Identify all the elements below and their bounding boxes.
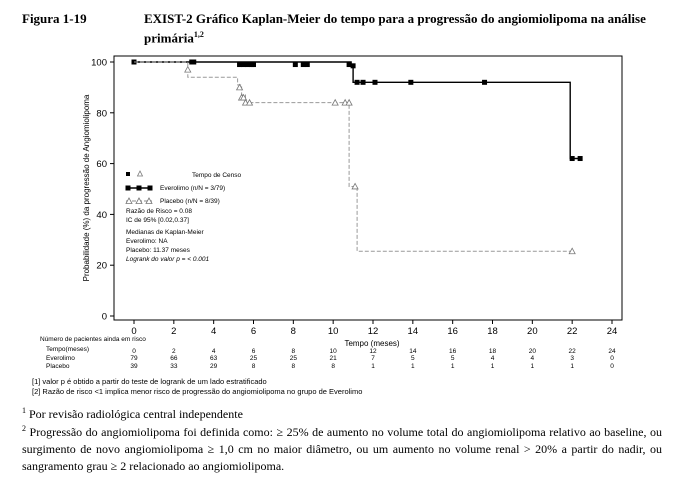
x-tick-label: 16 — [447, 326, 458, 337]
chart-note-2: [2] Razão de risco <1 implica menor risco de progressão do angiomiolipoma no grupo de Everolimo — [32, 387, 363, 396]
footnote-2-text: Progressão do angiomiolipoma foi definida como: ≥ 25% de aumento no volume total do angiomiolipoma relativo ao baseline, ou surgimento de novo angiomiolipoma ≥ 1,0 cm no maior diâmetro, ou um aumento no volume renal > 20% a partir do nadir, ou sangramento grau ≥ 2 relacionado ao angiomiolipoma. — [22, 425, 663, 473]
risk-cell: 1 — [411, 363, 415, 370]
annotation-2: IC de 95% [0.02,0.37] — [126, 217, 189, 224]
risk-cell: 3 — [570, 355, 574, 362]
risk-table — [40, 336, 616, 370]
x-tick-label: 10 — [327, 326, 339, 337]
everolimo-censor-mark — [408, 80, 413, 85]
x-tick-label: 22 — [566, 326, 578, 337]
risk-time-value: 0 — [132, 348, 136, 355]
risk-time-value: 14 — [409, 348, 417, 355]
risk-time-value: 24 — [608, 348, 616, 355]
x-tick-label: 4 — [211, 326, 217, 337]
risk-cell: 4 — [530, 355, 535, 362]
risk-cell: 63 — [210, 355, 218, 362]
risk-cell: 5 — [450, 355, 455, 362]
y-tick-label: 0 — [101, 311, 107, 323]
risk-row-label: Everolimo — [46, 355, 75, 362]
x-tick-label: 18 — [487, 326, 498, 337]
y-tick-label: 100 — [91, 57, 107, 69]
everolimo-censor-mark — [355, 80, 360, 85]
chart-legend — [126, 171, 242, 205]
risk-cell: 25 — [249, 355, 258, 362]
risk-cell: 1 — [490, 363, 495, 370]
annotation-6: Logrank do valor p = < 0.001 — [126, 256, 210, 263]
x-tick-label: 6 — [250, 326, 257, 337]
legend-everolimo-marker — [126, 186, 131, 191]
x-axis-title: Tempo (meses) — [344, 339, 400, 348]
figure-label: Figura 1-19 — [22, 11, 87, 26]
placebo-curve — [134, 62, 572, 251]
footnote-1-text: Por revisão radiológica central independente — [29, 407, 243, 421]
x-tick-label: 12 — [367, 326, 379, 337]
x-tick-label: 14 — [407, 326, 419, 337]
risk-time-value: 22 — [568, 348, 576, 355]
legend-censor-label: Tempo de Censo — [192, 172, 242, 179]
annotation-3: Medianas de Kaplan-Meier — [126, 229, 204, 236]
y-tick-label: 60 — [96, 159, 107, 171]
risk-cell: 5 — [411, 355, 415, 362]
legend-censor-triangle — [138, 171, 143, 176]
legend-placebo-label: Placebo (n/N = 8/39) — [160, 198, 220, 205]
chart-note-1: [1] valor p é obtido a partir do teste de logrank de um lado estratificado — [32, 377, 267, 386]
risk-cell: 66 — [170, 355, 178, 362]
chart-series — [132, 60, 583, 254]
risk-time-value: 2 — [172, 348, 176, 355]
everolimo-censor-mark — [351, 63, 356, 68]
x-tick-label: 20 — [527, 326, 538, 337]
x-tick-label: 24 — [606, 326, 618, 337]
everolimo-censor-mark — [305, 62, 310, 67]
risk-time-value: 12 — [369, 348, 377, 355]
everolimo-censor-mark — [251, 62, 256, 67]
legend-everolimo-label: Everolimo (n/N = 3/79) — [160, 185, 226, 192]
risk-cell: 29 — [210, 363, 218, 370]
annotation-5: Placebo: 11.37 meses — [126, 247, 190, 254]
everolimo-censor-mark — [578, 156, 583, 161]
risk-cell: 39 — [130, 363, 138, 370]
risk-table-title: Número de pacientes ainda em risco — [40, 336, 146, 343]
legend-everolimo-marker — [137, 186, 142, 191]
risk-cell: 8 — [291, 363, 296, 370]
risk-time-value: 18 — [488, 348, 497, 355]
risk-cell: 0 — [610, 355, 614, 362]
risk-cell: 8 — [251, 363, 256, 370]
risk-cell: 21 — [329, 355, 337, 362]
risk-cell: 7 — [371, 355, 375, 362]
risk-time-value: 16 — [449, 348, 457, 355]
chart-annotations — [126, 208, 210, 263]
everolimo-censor-mark — [293, 62, 298, 67]
risk-time-value: 10 — [329, 348, 337, 355]
risk-cell: 79 — [130, 355, 138, 362]
risk-cell: 1 — [570, 363, 574, 370]
risk-time-label: Tempo(meses) — [46, 346, 89, 353]
y-axis-title: Probabilidade (%) da progressão de Angiomiolipoma — [82, 94, 91, 282]
risk-cell: 4 — [490, 355, 495, 362]
legend-everolimo-marker — [148, 186, 153, 191]
risk-time-value: 8 — [291, 348, 296, 355]
risk-cell: 25 — [289, 355, 297, 362]
everolimo-censor-mark — [361, 80, 366, 85]
risk-cell: 1 — [450, 363, 455, 370]
figure-title-sup: 1,2 — [193, 30, 204, 39]
x-tick-label: 2 — [171, 326, 177, 337]
y-tick-label: 80 — [96, 108, 107, 120]
y-tick-label: 20 — [96, 260, 107, 272]
risk-time-value: 20 — [528, 348, 536, 355]
everolimo-censor-mark — [482, 80, 487, 85]
annotation-4: Everolimo: NA — [126, 238, 168, 245]
x-tick-label: 8 — [290, 326, 296, 337]
risk-cell: 33 — [170, 363, 178, 370]
x-tick-label: 0 — [131, 326, 137, 337]
risk-cell: 1 — [530, 363, 535, 370]
footnote-1-number: 1 — [22, 406, 26, 415]
risk-cell: 1 — [371, 363, 375, 370]
everolimo-censor-mark — [570, 156, 575, 161]
everolimo-censor-mark — [372, 80, 377, 85]
risk-cell: 8 — [331, 363, 335, 370]
risk-time-value: 4 — [211, 348, 216, 355]
figure-title-text: EXIST-2 Gráfico Kaplan-Meier do tempo para a progressão do angiomiolipoma na análise primária — [144, 11, 646, 46]
risk-cell: 0 — [610, 363, 614, 370]
everolimo-curve — [134, 62, 582, 159]
annotation-1: Razão de Risco = 0.08 — [126, 208, 192, 215]
footnote-2-number: 2 — [22, 424, 26, 433]
y-tick-label: 40 — [96, 209, 107, 221]
risk-row-label: Placebo — [46, 363, 70, 370]
placebo-censor-mark — [185, 67, 191, 73]
everolimo-censor-mark — [191, 60, 196, 65]
risk-time-value: 6 — [251, 348, 256, 355]
footnote-2 — [22, 420, 662, 475]
legend-censor-square — [126, 172, 130, 176]
